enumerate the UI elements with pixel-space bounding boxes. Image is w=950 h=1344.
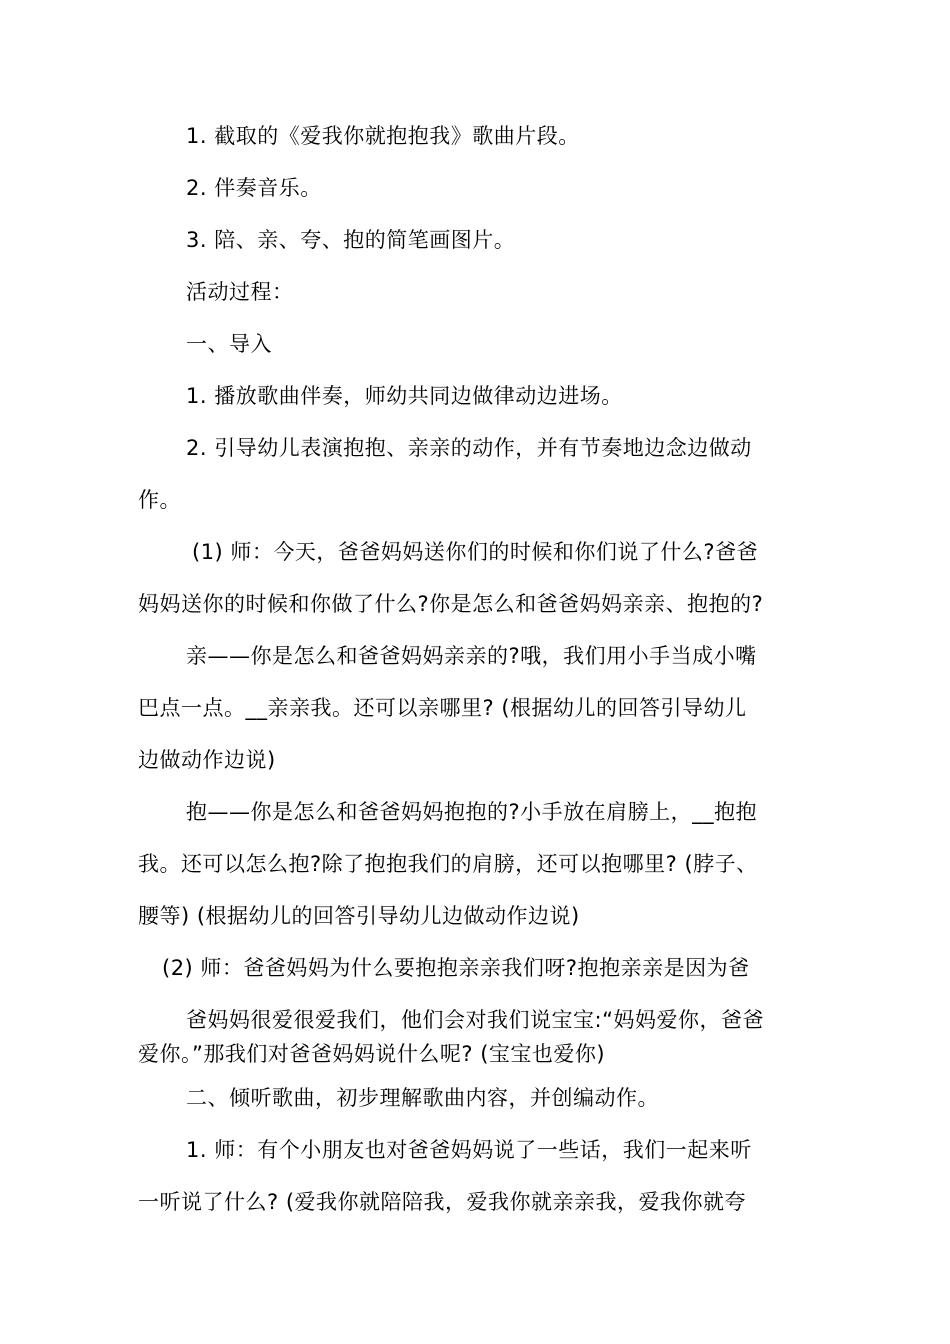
section-heading-intro: 一、导入 bbox=[186, 332, 272, 356]
material-item-3: 3. 陪、亲、夸、抱的简笔画图片。 bbox=[186, 228, 516, 252]
paragraph-kiss-line-1: 亲——你是怎么和爸爸妈妈亲亲的?哦，我们用小手当成小嘴 bbox=[186, 644, 757, 668]
paragraph-hug-line-3: 腰等) (根据幼儿的回答引导幼儿边做动作边说) bbox=[138, 904, 580, 928]
material-item-2: 2. 伴奏音乐。 bbox=[186, 176, 322, 200]
paragraph-2-line-2: 爸妈妈很爱很爱我们，他们会对我们说宝宝:“妈妈爱你，爸爸 bbox=[186, 1008, 764, 1032]
section-heading-process: 活动过程： bbox=[186, 280, 294, 304]
material-item-1: 1. 截取的《爱我你就抱抱我》歌曲片段。 bbox=[186, 124, 580, 148]
intro-step-1: 1. 播放歌曲伴奏，师幼共同边做律动边进场。 bbox=[186, 384, 623, 408]
paragraph-kiss-line-3: 边做动作边说) bbox=[138, 748, 276, 772]
paragraph-2-line-1: (2) 师：爸爸妈妈为什么要抱抱亲亲我们呀?抱抱亲亲是因为爸 bbox=[162, 956, 750, 980]
paragraph-1-line-2: 妈妈送你的时候和你做了什么?你是怎么和爸爸妈妈亲亲、抱抱的? bbox=[138, 592, 764, 616]
paragraph-1-line-1: (1) 师：今天，爸爸妈妈送你们的时候和你们说了什么?爸爸 bbox=[192, 540, 759, 564]
intro-step-2-cont: 作。 bbox=[138, 488, 181, 512]
paragraph-hug-line-2: 我。还可以怎么抱?除了抱抱我们的肩膀，还可以抱哪里? (脖子、 bbox=[138, 852, 758, 876]
listen-step-1-line-2: 一听说了什么? (爱我你就陪陪我，爱我你就亲亲我，爱我你就夸 bbox=[138, 1190, 747, 1214]
listen-step-1-line-1: 1. 师：有个小朋友也对爸爸妈妈说了一些话，我们一起来听 bbox=[186, 1138, 752, 1162]
intro-step-2: 2. 引导幼儿表演抱抱、亲亲的动作，并有节奏地边念边做动 bbox=[186, 436, 752, 460]
paragraph-hug-line-1: 抱——你是怎么和爸爸妈妈抱抱的?小手放在肩膀上，__抱抱 bbox=[186, 800, 758, 824]
paragraph-2-line-3: 爱你。”那我们对爸爸妈妈说什么呢? (宝宝也爱你) bbox=[138, 1042, 606, 1066]
paragraph-kiss-line-2: 巴点一点。__亲亲我。还可以亲哪里? (根据幼儿的回答引导幼儿 bbox=[138, 696, 747, 720]
section-heading-listen: 二、倾听歌曲，初步理解歌曲内容，并创编动作。 bbox=[186, 1086, 659, 1110]
